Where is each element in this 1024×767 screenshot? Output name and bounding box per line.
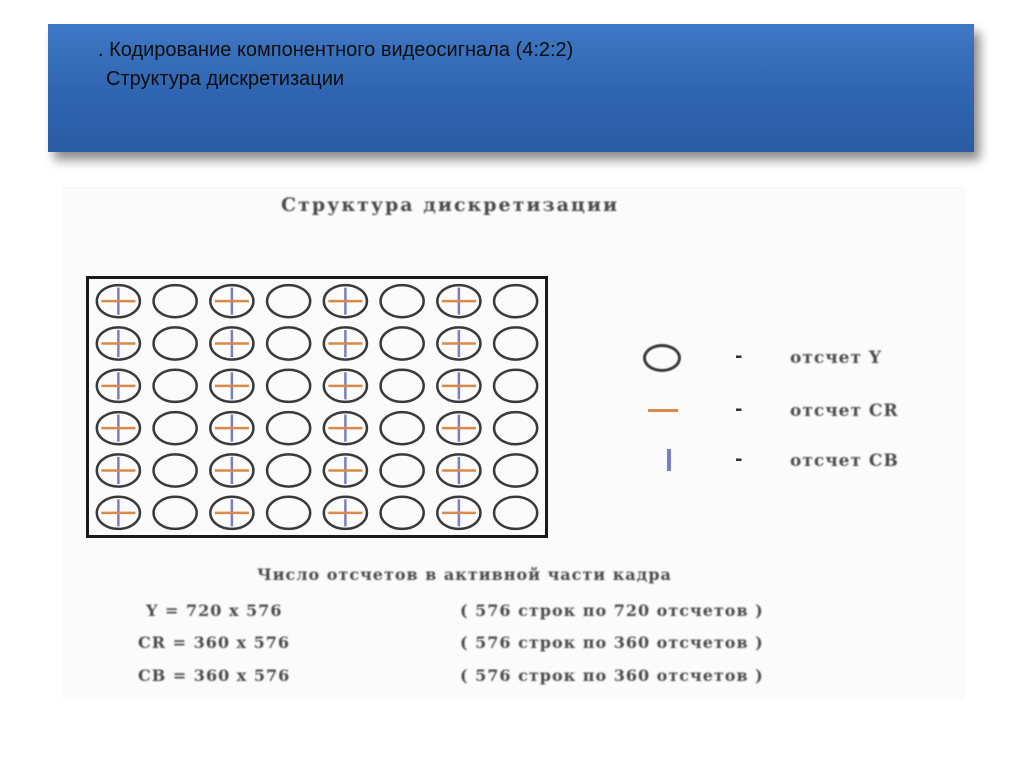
- y-sample: [381, 327, 424, 359]
- counts-heading: Число отсчетов в активной части кадра: [257, 565, 672, 584]
- count-formula: Y = 720 x 576: [146, 601, 283, 620]
- count-note: ( 576 строк по 720 отсчетов ): [460, 601, 764, 620]
- y-sample: [267, 454, 310, 486]
- legend-label-cr: отсчет CR: [790, 401, 899, 421]
- y-sample: [494, 285, 537, 317]
- count-formula: CR = 360 x 576: [138, 633, 291, 652]
- sampling-grid: [86, 276, 548, 538]
- y-sample: [494, 412, 537, 444]
- slide-subtitle: Структура дискретизации: [106, 68, 345, 90]
- legend-dash: -: [735, 399, 743, 420]
- slide-title: . Кодирование компонентного видеосигнала (4:2:2): [98, 39, 574, 61]
- legend-label-y: отсчет Y: [790, 348, 883, 368]
- y-sample: [267, 327, 310, 359]
- y-sample: [267, 370, 310, 402]
- y-sample: [154, 327, 197, 359]
- legend-dash: -: [735, 346, 743, 367]
- y-sample: [381, 412, 424, 444]
- y-sample: [154, 412, 197, 444]
- y-sample: [494, 497, 537, 529]
- legend-label-cb: отсчет CB: [790, 451, 899, 471]
- grid-frame: [88, 278, 547, 537]
- y-sample: [154, 497, 197, 529]
- y-sample: [267, 285, 310, 317]
- orange-dash-icon: [648, 409, 678, 412]
- y-sample: [154, 454, 197, 486]
- y-sample: [494, 370, 537, 402]
- y-sample: [154, 285, 197, 317]
- y-sample: [381, 285, 424, 317]
- count-formula: CB = 360 x 576: [138, 666, 291, 685]
- y-sample: [381, 454, 424, 486]
- y-sample: [381, 497, 424, 529]
- y-sample: [154, 370, 197, 402]
- y-sample: [381, 370, 424, 402]
- y-sample: [494, 454, 537, 486]
- legend-dash: -: [735, 449, 743, 470]
- y-sample: [267, 497, 310, 529]
- y-sample: [267, 412, 310, 444]
- figure-title: Структура дискретизации: [281, 194, 620, 216]
- count-note: ( 576 строк по 360 отсчетов ): [460, 666, 764, 685]
- blue-bar-icon: [667, 449, 671, 471]
- count-note: ( 576 строк по 360 отсчетов ): [460, 633, 764, 652]
- y-sample: [494, 327, 537, 359]
- circle-icon: [643, 344, 681, 372]
